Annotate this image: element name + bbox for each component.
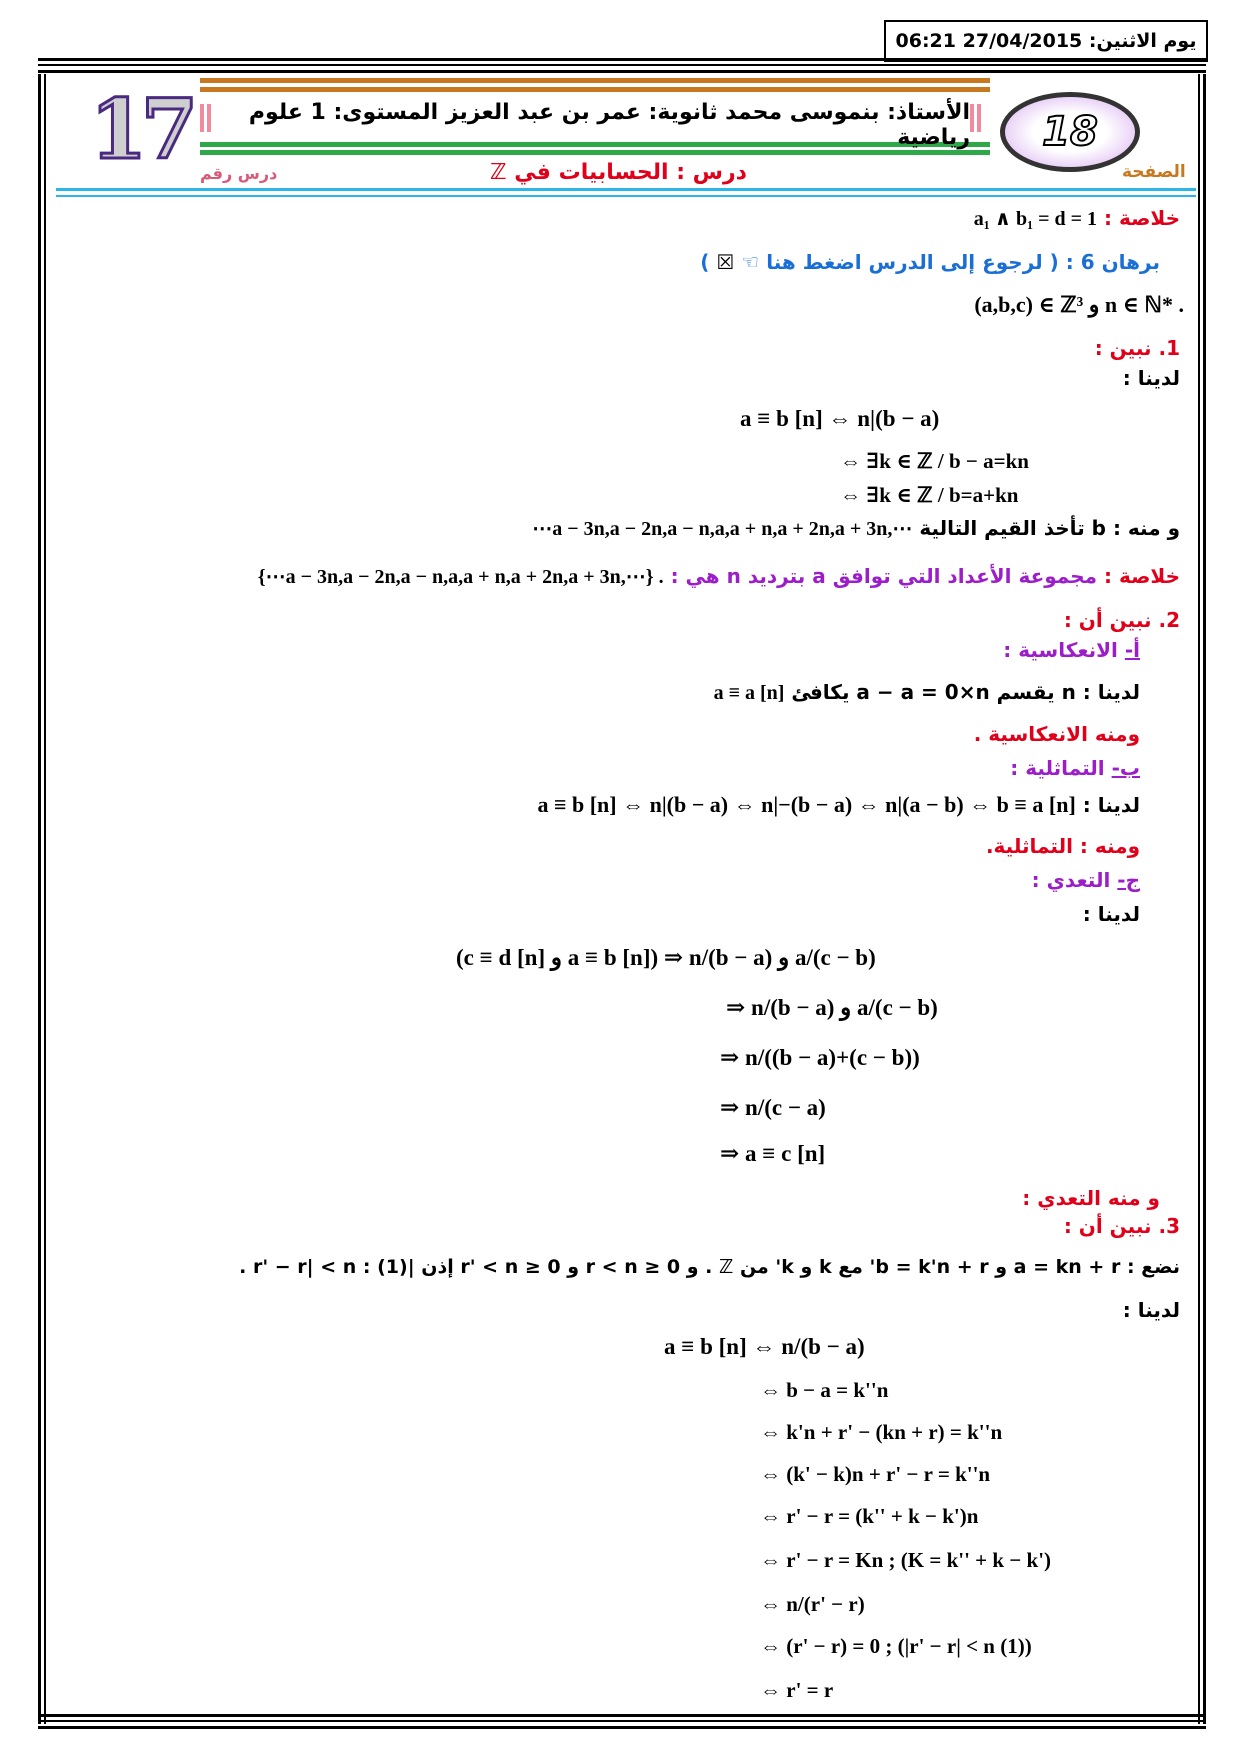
lesson-title-line xyxy=(490,160,747,185)
symmetric-heading xyxy=(1010,756,1140,780)
header-divider xyxy=(56,188,1196,191)
transitive-letter: ج‌- xyxy=(1117,868,1140,892)
symmetric-title: التماثلية : xyxy=(1010,756,1105,780)
reflexive-text: لدينا : n يقسم a − a = 0×n يكافئ xyxy=(791,680,1140,704)
proof-step-7: ⇔ n/(r' − r) xyxy=(760,1592,865,1616)
transitive-step-1: (c ≡ d [n] و a ≡ b [n]) ⇒ n/(b − a) و a/(c − b) xyxy=(456,945,876,970)
summary-2 xyxy=(258,564,1180,589)
transitive-step-3: ⇒ n/((b − a)+(c − b)) xyxy=(720,1045,920,1070)
given: (a,b,c) ∈ ℤ³ و n ∈ ℕ* . xyxy=(974,292,1184,317)
header-bar-green-2 xyxy=(200,150,990,155)
ladina-4: لدينا : xyxy=(1122,1298,1180,1322)
summary-1-label: خلاصة : xyxy=(1103,206,1180,230)
header-pipes-right xyxy=(970,104,984,132)
item-1 xyxy=(1095,336,1180,360)
frame-top-line-2 xyxy=(38,64,1206,66)
frame-right-line-2 xyxy=(1203,74,1206,1724)
transitive-step-4: ⇒ n/(c − a) xyxy=(720,1095,826,1120)
item-2-text: 2. نبين أن : xyxy=(1063,608,1180,632)
b-values-math: ⋯a − 3n,a − 2n,a − n,a,a + n,a + 2n,a + 3n,⋯ xyxy=(532,518,913,540)
lesson-number: 17 xyxy=(90,82,193,178)
lesson-prefix: درس : xyxy=(676,160,747,185)
frame-bottom-line xyxy=(38,1714,1206,1717)
frame-top-line xyxy=(38,58,1206,61)
summary-2-label: خلاصة : xyxy=(1103,564,1180,588)
transitive-title: التعدي : xyxy=(1031,868,1111,892)
symmetric-ladina: لدينا : xyxy=(1082,793,1140,817)
symmetric-line xyxy=(537,792,1140,818)
proof-heading: برهان 6 : ( لرجوع إلى الدرس اضغط هنا ☜ ☒ ) xyxy=(700,250,1160,274)
item-1-text: 1. نبين : xyxy=(1094,336,1180,360)
frame-bottom-line-3 xyxy=(38,1726,1206,1729)
date-box xyxy=(884,20,1208,62)
header-bar-green xyxy=(200,142,990,147)
summary-2-set: {⋯a − 3n,a − 2n,a − n,a,a + n,a + 2n,a + 3n,⋯} . xyxy=(257,566,664,588)
reflexive-math: a ≡ a [n] xyxy=(713,682,785,704)
lesson-title: الحسابيات في ℤ xyxy=(490,160,669,185)
date-text: يوم الاثنين: 27/04/2015 06:21 xyxy=(895,30,1197,52)
header-bar-orange-2 xyxy=(200,87,990,92)
symmetric-conclusion: ومنه : التماثلية. xyxy=(985,834,1140,858)
reflexive-line xyxy=(714,680,1140,705)
eq-1: a ≡ b [n] ⇔ n|(b − a) xyxy=(740,406,940,431)
transitive-step-5: ⇒ a ≡ c [n] xyxy=(720,1141,826,1166)
header-title: الأستاذ: بنموسى محمد ثانوية: عمر بن عبد العزيز المستوى: 1 علوم رياضية xyxy=(248,100,970,150)
return-link-icon[interactable]: ☒ xyxy=(716,250,735,274)
ladina-1: لدينا : xyxy=(1122,366,1180,390)
proof-heading-text: برهان 6 : ( لرجوع إلى الدرس اضغط هنا xyxy=(766,250,1160,274)
proof-step-4: ⇔ (k' − k)n + r' − r = k''n xyxy=(760,1462,991,1486)
reflexive-conclusion: ومنه الانعكاسية . xyxy=(973,722,1140,746)
proof-step-1: a ≡ b [n] ⇔ n/(b − a) xyxy=(664,1334,865,1359)
b-values-label: و منه : b تأخذ القيم التالية xyxy=(919,516,1180,540)
lesson-number-label: درس رقم xyxy=(200,164,278,183)
proof-step-6: ⇔ r' − r = Kn ; (K = k'' + k − k') xyxy=(760,1548,1052,1572)
reflexive-letter: أ‌- xyxy=(1124,638,1140,662)
frame-left-line xyxy=(38,74,41,1724)
summary-2-text: مجموعة الأعداد التي توافق a بترديد n هي : xyxy=(670,564,1098,588)
ladina-3: لدينا : xyxy=(1082,902,1140,926)
pointing-hand-icon[interactable]: ☜ xyxy=(741,250,760,274)
symmetric-math: a ≡ b [n] ⇔ n|(b − a) ⇔ n|−(b − a) ⇔ n|(a − b) ⇔ b ≡ a [n] xyxy=(537,792,1076,817)
b-values-line xyxy=(532,516,1180,541)
frame-left-line-2 xyxy=(44,74,46,1724)
symmetric-letter: ب‌- xyxy=(1111,756,1140,780)
eq-2: ⇔ ∃k ∈ ℤ / b − a=kn xyxy=(840,449,1029,473)
page-number: 18 xyxy=(1042,109,1098,155)
page-label: الصفحة xyxy=(1122,162,1186,182)
reflexive-heading xyxy=(1003,638,1140,662)
transitive-heading xyxy=(1032,868,1140,892)
eq-3: ⇔ ∃k ∈ ℤ / b=a+kn xyxy=(840,483,1019,507)
frame-right-line xyxy=(1198,74,1200,1724)
proof-step-9: ⇔ r' = r xyxy=(760,1678,834,1702)
pose-line: نضع : a = kn + r و b = k'n + r' مع k و k' من ℤ . و 0 ≤ r < n و 0 ≤ r' < n إذن |r' − r| < n : (1) . xyxy=(239,1256,1180,1278)
proof-step-5: ⇔ r' − r = (k'' + k − k')n xyxy=(760,1504,979,1528)
transitive-conclusion: و منه التعدي : xyxy=(1022,1186,1160,1210)
proof-step-8: ⇔ (r' − r) = 0 ; (|r' − r| < n (1)) xyxy=(760,1634,1032,1658)
proof-step-3: ⇔ k'n + r' − (kn + r) = k''n xyxy=(760,1420,1003,1444)
reflexive-title: الانعكاسية : xyxy=(1003,638,1118,662)
transitive-step-2: ⇒ n/(b − a) و a/(c − b) xyxy=(726,995,938,1020)
page-badge xyxy=(1000,92,1140,172)
item-2 xyxy=(1064,608,1180,632)
summary-1 xyxy=(974,206,1180,231)
summary-1-math: a₁ ∧ b₁ = d = 1 xyxy=(973,208,1098,230)
proof-step-2: ⇔ b − a = k''n xyxy=(760,1378,889,1402)
frame-top-line-3 xyxy=(38,70,1206,73)
frame-bottom-line-2 xyxy=(38,1720,1206,1722)
item-3-text: 3. نبين أن : xyxy=(1063,1214,1180,1238)
header-bar-orange xyxy=(200,78,990,83)
header-divider-2 xyxy=(56,195,1196,197)
item-3 xyxy=(1064,1214,1180,1238)
